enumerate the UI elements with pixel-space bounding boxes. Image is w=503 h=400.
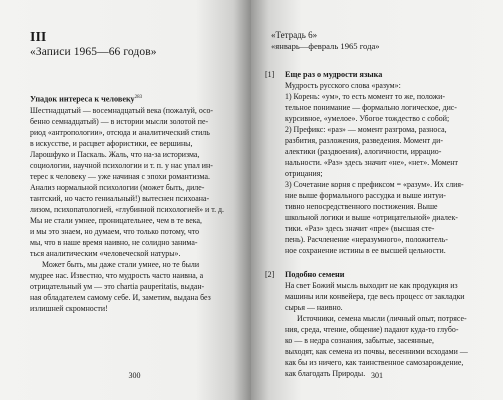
text-line: школьной логики и выше «отрицательной» диалек- (285, 213, 458, 222)
text-line: как бы из ничего, как таинственное самозарождение, (285, 358, 464, 367)
entry-body (285, 80, 481, 256)
text-line: отрицательный ум — это chartia pauperitatis, выдан- (30, 281, 205, 291)
right-page (251, 0, 503, 400)
left-paragraph-1 (30, 105, 239, 259)
text-line: лизом, психопатологией, «глубинной психологией» и т. д. (30, 204, 225, 214)
left-paragraph-2 (30, 259, 239, 314)
entry-body-2 (285, 313, 481, 379)
text-line: тантский, но часто гениальный!) вытеснен психоана- (30, 193, 210, 203)
text-line: излишней скромности! (30, 303, 108, 313)
text-line: в искусстве, и расцвет афористики, ее вершины, (30, 138, 193, 148)
text-line: тельное понимание — формально логическое, дис- (285, 103, 457, 112)
entry-number: [1] (265, 70, 275, 79)
text-line: 1) Корень: «ум», то есть момент то же, положи- (285, 92, 445, 101)
text-line: и мы это знаем, но думаем, что только потому, что (30, 226, 200, 236)
text-line: Ларошфуко и Паскаль. Жаль, что на-за историзма, (30, 149, 200, 159)
text-line: машины или конвейера, где весь процесс от закладки (285, 292, 465, 301)
text-line: Шестнадцатый — восемнадцатый века (пожалуй, осо- (30, 105, 214, 115)
text-line: Может быть, мы даже стали умнее, но те были (42, 259, 200, 269)
text-line: отрицания; (285, 169, 323, 178)
page-number-right: 301 (371, 371, 383, 380)
text-line: выходят, как семена из почвы, весенними всходами — (285, 347, 468, 356)
text-line: риод «антропологии», отсюда и аналитический стиль (30, 127, 210, 137)
text-line: На свет Божий мысль выходит не как продукция из (285, 281, 458, 290)
text-line: мудрее нас. Известно, что мудрость часто наивна, а (30, 270, 204, 280)
part-number: III (30, 30, 47, 45)
entry-body (285, 280, 481, 313)
text-line: разбития, разложения, разведения. Момент ди- (285, 136, 443, 145)
text-line: мы, что в наше время наивно, не солидно занима- (30, 237, 198, 247)
text-line: ние выше формального рассудка и выше интуи- (285, 191, 446, 200)
text-line: Анализ нормальной психологии (может быть, диле- (30, 182, 205, 192)
text-line: терес к человеку — уже начиная с эпохи романтизма. (30, 171, 210, 181)
section-heading (30, 93, 239, 105)
part-title: «Записи 1965—66 годов» (30, 46, 157, 58)
text-line: ния, среда, чтение, общение) падают куда-то глубо- (285, 325, 459, 334)
entry-title: Подобно семени (285, 270, 345, 279)
text-line: 3) Сочетание корня с префиксом = «разум». Их слия- (285, 180, 464, 189)
entry-title: Еще раз о мудрости языка (285, 70, 383, 79)
text-line: 2) Префикс: «раз» — момент разгрома, разноса, (285, 125, 447, 134)
footnote-ref: 283 (134, 95, 143, 100)
text-line: сырья — наивно. (285, 303, 343, 312)
text-line: ться аналитическим «человеческой натуры». (30, 248, 181, 258)
text-line: ное сохранение истины в ее высшей цельности. (285, 246, 446, 255)
text-line: алектики (раздвоения), алогичности, иррацио- (285, 147, 442, 156)
entry-number: [2] (265, 270, 275, 279)
text-line: Источники, семена мысли (личный опыт, потрясе- (297, 314, 467, 323)
entry-2 (265, 270, 481, 379)
text-line: Мы не стали умнее, проницательнее, чем в те века, (30, 215, 202, 225)
text-line: нальности. «Раз» здесь значит «не», «нет». Момент (285, 158, 458, 167)
page-number-left: 300 (128, 371, 141, 380)
notebook-title: «Тетрадь 6» (271, 30, 318, 40)
entry-1 (265, 70, 481, 256)
text-line: бенно семнадцатый) — в истории мысли золотой пе- (30, 116, 209, 126)
section-heading-text: Упадок интереса к человеку (30, 94, 135, 104)
text-line: ная обладателем самому себе. И, заметим, выдана без (30, 292, 211, 302)
text-line: пень). Расчленение «неразумного», положитель- (285, 235, 448, 244)
notebook-dates: «январь—февраль 1965 года» (271, 41, 380, 51)
text-line: социологии, научной психологии и т. п. у нас упал ин- (30, 160, 213, 170)
text-line: тики. «Раз» здесь значит «пре» (высшая сте- (285, 224, 435, 233)
left-page (0, 0, 251, 400)
text-line: как благодать Природы. (285, 369, 366, 378)
text-line: ко — в недра сознания, забытые, засеянные, (285, 336, 434, 345)
text-line: курсивное, «умелое». Убогое тождество с собой; (285, 114, 450, 123)
text-line: Мудрость русского слова «разум»: (285, 81, 401, 90)
text-line: тивно непосредственного постижения. Выше (285, 202, 438, 211)
